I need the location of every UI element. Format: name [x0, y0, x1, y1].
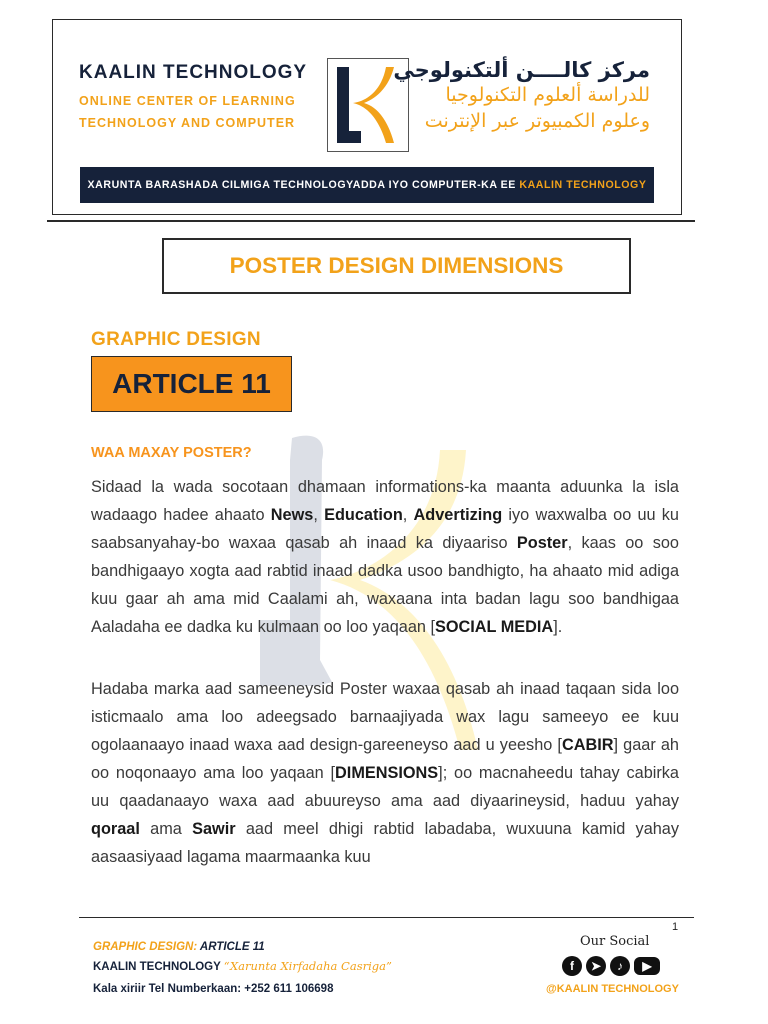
arabic-subtitle-2: وعلوم الكمبيوتر عبر الإنترنت [424, 110, 650, 132]
text: , [402, 506, 414, 524]
paragraph-1 [91, 473, 679, 641]
arabic-title: مركز كالــــن ألتكنولوجي [393, 58, 650, 82]
header-divider [47, 220, 695, 222]
text: ] gaar ah oo noqonaayo ama loo yaqaan [ [91, 736, 679, 782]
bold-text: Education [324, 506, 403, 524]
tiktok-icon[interactable]: ♪ [610, 956, 630, 976]
footer-article [93, 938, 392, 957]
bold-text: SOCIAL MEDIA [434, 618, 554, 636]
brand-english [79, 62, 319, 134]
bold-text: DIMENSIONS [335, 764, 439, 782]
text: Hadaba marka aad sameeneysid Poster waxaa qasab ah inaad taqaan sida loo isticmaalo ama loo adeegsado barnaajiyada wax lagu sameeyo ee kuu ogolaanaayo inaad waxa aad design-gareeneyso aad u yeesho [ [91, 680, 679, 754]
footer-company-name: KAALIN TECHNOLOGY [93, 961, 224, 973]
brand-subtitle-2: TECHNOLOGY AND COMPUTER [79, 116, 296, 130]
facebook-icon[interactable]: f [562, 956, 582, 976]
brand-subtitle-1: ONLINE CENTER OF LEARNING [79, 94, 296, 108]
text: , [313, 506, 325, 524]
footer-info [93, 938, 392, 999]
social-icons [562, 956, 660, 976]
article-badge: ARTICLE 11 [91, 356, 292, 412]
footer-tagline: “Xarunta Xirfadaha Casriga” [223, 959, 392, 973]
social-title: Our Social [580, 934, 650, 949]
text: Sidaad la wada socotaan dhamaan informations-ka maanta aduunka la isla wadaago hadee ahaato [91, 478, 679, 524]
header-banner [80, 167, 654, 203]
telegram-icon[interactable]: ➤ [586, 956, 606, 976]
footer-phone: Kala xiriir Tel Numberkaan: +252 611 106698 [93, 983, 334, 995]
text: , kaas oo soo bandhigaayo xogta aad rabtid inaad dadka usoo bandhigto, ha ahaato mid adiga kuu gaar ah ama mid Caalami ah, waxaana inta badan lagu soo bandhigaa Aaladaha ee dadka ku kulmaan oo loo yaqaan [ [91, 534, 679, 636]
text: aad meel dhigi rabtid labadaba, wuxuuna kamid yahay aasaasiyaad lagama maarmaanka kuu [91, 820, 679, 866]
footer-company [93, 957, 392, 977]
social-handle: @KAALIN TECHNOLOGY [546, 983, 679, 995]
brand-arabic [393, 58, 650, 134]
bold-text: CABIR [561, 736, 614, 754]
document-title: POSTER DESIGN DIMENSIONS [162, 238, 631, 294]
youtube-icon[interactable]: ▶ [634, 957, 660, 975]
brand-title: KAALIN TECHNOLOGY [79, 62, 308, 83]
bold-text: Sawir [192, 820, 236, 838]
paragraph-2 [91, 675, 679, 871]
article-content [91, 445, 679, 871]
bold-text: qoraal [91, 820, 140, 838]
text: ]. [553, 618, 563, 636]
section-question: WAA MAXAY POSTER? [91, 445, 252, 461]
banner-highlight: KAALIN TECHNOLOGY [519, 179, 647, 191]
bold-text: News [270, 506, 314, 524]
page-number: 1 [672, 921, 679, 933]
bold-text: Advertizing [413, 506, 503, 524]
category-label: GRAPHIC DESIGN [91, 329, 261, 350]
arabic-subtitle-1: للدراسة ألعلوم التكنولوجيا [445, 84, 650, 106]
text: ]; oo macnaheedu tahay cabirka uu qaadanaayo waxa aad abuureyso ama aad diyaarineysid, haduu yahay [91, 764, 679, 810]
footer-divider [79, 917, 694, 918]
banner-text: XARUNTA BARASHADA CILMIGA TECHNOLOGYADDA IYO COMPUTER-KA EE [87, 179, 520, 191]
text: ama [139, 820, 193, 838]
bold-text: Poster [516, 534, 568, 552]
footer-article-value: ARTICLE 11 [199, 941, 265, 953]
text: iyo waxwalba oo uu ku saabsanyahay-bo waxaa qasab ah inaad ka diyaariso [91, 506, 679, 552]
footer-article-label: GRAPHIC DESIGN: [93, 941, 200, 953]
